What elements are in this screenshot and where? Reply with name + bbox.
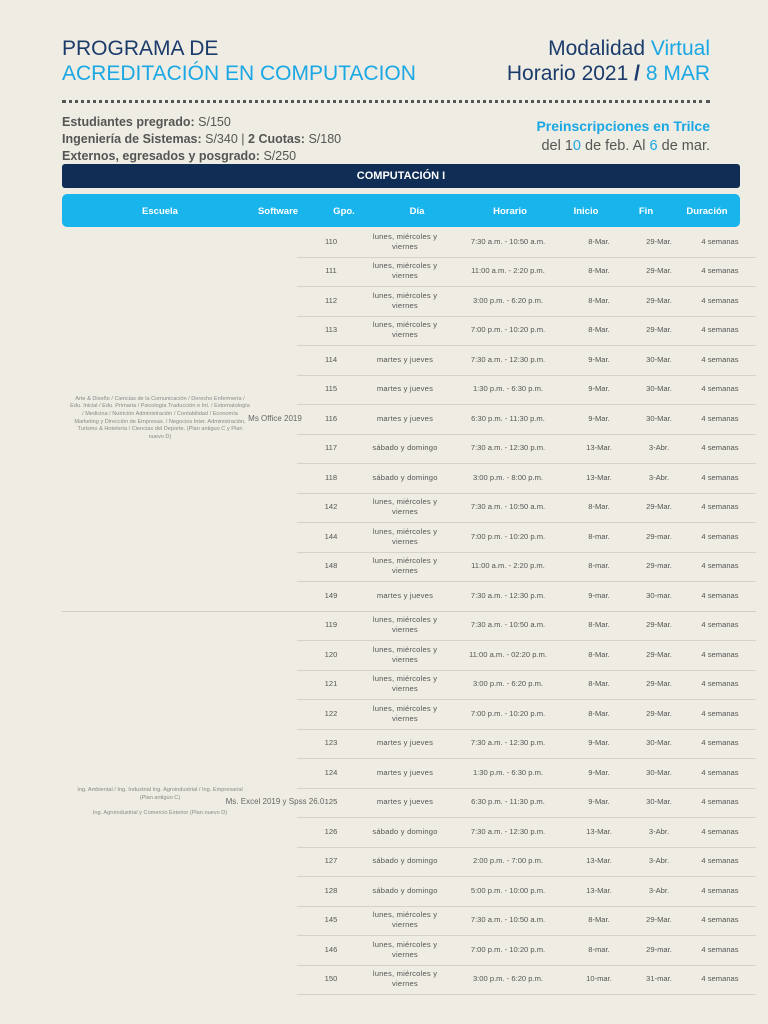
duracion-cell: 4 semanas (701, 708, 739, 718)
dia-cell: lunes, miércoles y viernes (372, 556, 438, 576)
gpo-cell: 118 (324, 472, 338, 482)
duracion-cell: 4 semanas (701, 354, 739, 364)
duracion-cell: 4 semanas (701, 266, 739, 276)
horario-cell: 1:30 p.m. - 6:30 p.m. (472, 384, 544, 394)
dia-cell: lunes, miércoles y viernes (372, 615, 438, 635)
program-title (62, 36, 416, 86)
gpo-cell: 121 (324, 679, 338, 689)
table-row (297, 552, 756, 583)
horario-cell: 7:00 p.m. - 10:20 p.m. (470, 531, 546, 541)
fin-cell: 30-mar. (646, 590, 672, 600)
inicio-cell: 8-Mar. (588, 325, 610, 335)
table-row (297, 463, 756, 494)
duracion-cell: 4 semanas (701, 885, 739, 895)
duracion-cell: 4 semanas (701, 590, 739, 600)
gpo-cell: 146 (324, 944, 338, 954)
dia-cell: martes y jueves (376, 354, 434, 364)
col-fin: Fin (638, 206, 654, 217)
dia-cell: lunes, miércoles y viernes (372, 320, 438, 340)
dia-cell: lunes, miércoles y viernes (372, 644, 438, 664)
table-row (297, 227, 756, 258)
dia-cell: lunes, miércoles y viernes (372, 969, 438, 989)
horario-cell: 6:30 p.m. - 11:30 p.m. (471, 413, 545, 423)
inicio-cell: 13-Mar. (586, 856, 612, 866)
duracion-cell: 4 semanas (701, 443, 739, 453)
duracion-cell: 4 semanas (701, 502, 739, 512)
dia-cell: lunes, miércoles y viernes (372, 910, 438, 930)
table-row (297, 434, 756, 465)
fin-cell: 30-Mar. (646, 413, 672, 423)
fin-cell: 3-Abr. (648, 885, 670, 895)
inicio-cell: 8-Mar. (588, 236, 610, 246)
dia-cell: martes y jueves (376, 797, 434, 807)
duracion-cell: 4 semanas (701, 649, 739, 659)
gpo-cell: 116 (324, 413, 338, 423)
dia-cell: sábado y domingo (372, 826, 438, 836)
horario-cell: 7:30 a.m. - 10:50 a.m. (470, 236, 546, 246)
inicio-cell: 8-Mar. (588, 502, 610, 512)
duracion-cell: 4 semanas (701, 325, 739, 335)
dia-cell: sábado y domingo (372, 443, 438, 453)
table-row (297, 375, 756, 406)
horario-cell: 11:00 a.m. - 02:20 p.m. (469, 649, 547, 659)
gpo-cell: 142 (324, 502, 338, 512)
escuela-cell: Arte & Diseño / Ciencias de la Comunicación / Derecho Enfermería / Edu. Inicial / Edu. Primaria / Psicología Traducción e Int. / Estomatología / Medicina / Nutrición Administración / Contabilidad / Economía Marketing y Dirección de Empresas. / Negocios Inter. Administración, Turismo & Hotelería / Ciencias del Deporte. (Plan antiguo C y Plan nuevo D) (70, 395, 250, 440)
dotted-divider (62, 100, 710, 103)
price-sistemas: Ingeniería de Sistemas: S/340 | 2 Cuotas: S/180 (62, 132, 342, 146)
inicio-cell: 9-Mar. (588, 413, 610, 423)
duracion-cell: 4 semanas (701, 826, 739, 836)
table-section (62, 227, 756, 611)
horario-cell: 2:00 p.m. - 7:00 p.m. (472, 856, 544, 866)
duracion-cell: 4 semanas (701, 384, 739, 394)
price-pregrado: Estudiantes pregrado: S/150 (62, 115, 231, 129)
dia-cell: martes y jueves (376, 384, 434, 394)
inicio-cell: 8-Mar. (588, 295, 610, 305)
dia-cell: lunes, miércoles y viernes (372, 939, 438, 959)
inicio-cell: 8-mar. (588, 531, 610, 541)
start-date: 8 MAR (645, 62, 710, 85)
inicio-cell: 13-Mar. (586, 826, 612, 836)
inicio-cell: 8-Mar. (588, 266, 610, 276)
inicio-cell: 9-Mar. (588, 384, 610, 394)
fin-cell: 29-Mar. (646, 620, 672, 630)
table-header (62, 194, 740, 227)
duracion-cell: 4 semanas (701, 974, 739, 984)
horario-cell: 7:00 p.m. - 10:20 p.m. (470, 325, 546, 335)
fin-cell: 30-Mar. (646, 354, 672, 364)
table-row (297, 522, 756, 553)
inicio-cell: 10-mar. (586, 974, 612, 984)
dia-cell: lunes, miércoles y viernes (372, 674, 438, 694)
inicio-cell: 9-Mar. (588, 354, 610, 364)
gpo-cell: 120 (324, 649, 338, 659)
table-row (297, 316, 756, 347)
duracion-cell: 4 semanas (701, 295, 739, 305)
inicio-cell: 8-Mar. (588, 649, 610, 659)
gpo-cell: 111 (325, 266, 337, 276)
horario-cell: 7:30 a.m. - 12:30 p.m. (470, 590, 546, 600)
gpo-cell: 124 (324, 767, 338, 777)
fin-cell: 30-Mar. (646, 384, 672, 394)
fin-cell: 29-Mar. (646, 649, 672, 659)
inicio-cell: 8-Mar. (588, 915, 610, 925)
inicio-cell: 8-Mar. (588, 620, 610, 630)
schedule-label: Horario 2021 (506, 62, 629, 85)
modality-value: Virtual (650, 37, 710, 60)
gpo-cell: 150 (324, 974, 338, 984)
inicio-cell: 13-Mar. (586, 885, 612, 895)
modality-label: Modalidad (548, 37, 645, 60)
table-row (297, 493, 756, 524)
col-escuela: Escuela (142, 206, 178, 217)
fin-cell: 3-Abr. (648, 856, 670, 866)
preinscription-dates: del 10 de feb. Al 6 de mar. (541, 138, 710, 154)
col-duracion: Duración (686, 206, 728, 217)
table-row (297, 729, 756, 760)
gpo-cell: 148 (324, 561, 338, 571)
col-software: Software (257, 206, 299, 217)
modality-info (507, 36, 710, 86)
inicio-cell: 9-Mar. (588, 767, 610, 777)
table-row (297, 906, 756, 937)
preinscription-info (536, 117, 710, 157)
software-cell: Ms Office 2019 (248, 413, 302, 423)
table-row (297, 640, 756, 671)
duracion-cell: 4 semanas (701, 620, 739, 630)
fin-cell: 29-Mar. (646, 915, 672, 925)
inicio-cell: 8-Mar. (588, 708, 610, 718)
inicio-cell: 13-Mar. (586, 472, 612, 482)
duracion-cell: 4 semanas (701, 236, 739, 246)
inicio-cell: 13-Mar. (586, 443, 612, 453)
horario-cell: 7:00 p.m. - 10:20 p.m. (470, 944, 546, 954)
table-row (297, 758, 756, 789)
duracion-cell: 4 semanas (701, 738, 739, 748)
dia-cell: sábado y domingo (372, 472, 438, 482)
fin-cell: 30-Mar. (646, 767, 672, 777)
preinscription-title: Preinscripciones en Trilce (536, 118, 710, 134)
table-row (297, 581, 756, 612)
program-title-line2: ACREDITACIÓN EN COMPUTACION (62, 62, 416, 85)
horario-cell: 1:30 p.m. - 6:30 p.m. (472, 767, 544, 777)
gpo-cell: 113 (324, 325, 338, 335)
inicio-cell: 8-mar. (588, 561, 610, 571)
dia-cell: lunes, miércoles y viernes (372, 526, 438, 546)
horario-cell: 11:00 a.m. - 2:20 p.m. (471, 561, 545, 571)
col-gpo: Gpo. (333, 206, 355, 217)
price-list (62, 114, 341, 165)
gpo-cell: 128 (324, 885, 338, 895)
gpo-cell: 119 (324, 620, 338, 630)
software-cell: Ms. Excel 2019 y Spss 26.0 (225, 797, 325, 807)
course-title-bar: COMPUTACIÓN I (62, 164, 740, 188)
inicio-cell: 9-mar. (588, 590, 610, 600)
table-section (62, 611, 756, 995)
fin-cell: 29-Mar. (646, 266, 672, 276)
duracion-cell: 4 semanas (701, 413, 739, 423)
horario-cell: 7:30 a.m. - 12:30 p.m. (470, 826, 546, 836)
fin-cell: 3-Abr. (648, 472, 670, 482)
gpo-cell: 114 (324, 354, 338, 364)
fin-cell: 30-Mar. (646, 797, 672, 807)
horario-cell: 7:30 a.m. - 12:30 p.m. (470, 443, 546, 453)
duracion-cell: 4 semanas (701, 472, 739, 482)
fin-cell: 29-mar. (646, 944, 672, 954)
dia-cell: lunes, miércoles y viernes (372, 497, 438, 517)
table-row (297, 345, 756, 376)
dia-cell: martes y jueves (376, 590, 434, 600)
col-inicio: Inicio (573, 206, 599, 217)
dia-cell: martes y jueves (376, 413, 434, 423)
horario-cell: 6:30 p.m. - 11:30 p.m. (471, 797, 545, 807)
table-row (297, 286, 756, 317)
gpo-cell: 117 (324, 443, 338, 453)
gpo-cell: 145 (324, 915, 338, 925)
table-row (297, 788, 756, 819)
col-dia: Día (409, 206, 425, 217)
horario-cell: 7:30 a.m. - 10:50 a.m. (470, 620, 546, 630)
fin-cell: 29-mar. (646, 531, 672, 541)
fin-cell: 29-Mar. (646, 708, 672, 718)
horario-cell: 7:30 a.m. - 10:50 a.m. (470, 502, 546, 512)
inicio-cell: 9-Mar. (588, 797, 610, 807)
dia-cell: sábado y domingo (372, 856, 438, 866)
table-row (297, 935, 756, 966)
fin-cell: 29-Mar. (646, 679, 672, 689)
fin-cell: 31-mar. (646, 974, 672, 984)
table-row (297, 699, 756, 730)
gpo-cell: 149 (324, 590, 338, 600)
price-externos: Externos, egresados y posgrado: S/250 (62, 149, 297, 163)
col-horario: Horario (493, 206, 527, 217)
duracion-cell: 4 semanas (701, 531, 739, 541)
horario-cell: 11:00 a.m. - 2:20 p.m. (471, 266, 545, 276)
program-title-line1: PROGRAMA DE (62, 37, 219, 60)
table-row (297, 817, 756, 848)
gpo-cell: 122 (324, 708, 338, 718)
table-row (297, 965, 756, 996)
dia-cell: sábado y domingo (372, 885, 438, 895)
dia-cell: martes y jueves (376, 767, 434, 777)
horario-cell: 3:00 p.m. - 6:20 p.m. (472, 974, 544, 984)
gpo-cell: 144 (324, 531, 338, 541)
dia-cell: lunes, miércoles y viernes (372, 703, 438, 723)
gpo-cell: 112 (324, 295, 338, 305)
fin-cell: 29-mar. (646, 561, 672, 571)
fin-cell: 3-Abr. (648, 443, 670, 453)
inicio-cell: 9-Mar. (588, 738, 610, 748)
duracion-cell: 4 semanas (701, 679, 739, 689)
fin-cell: 29-Mar. (646, 295, 672, 305)
duracion-cell: 4 semanas (701, 797, 739, 807)
inicio-cell: 8-mar. (588, 944, 610, 954)
duracion-cell: 4 semanas (701, 856, 739, 866)
table-row (297, 257, 756, 288)
dia-cell: lunes, miércoles y viernes (372, 231, 438, 251)
schedule-line (507, 61, 710, 86)
fin-cell: 29-Mar. (646, 236, 672, 246)
horario-cell: 3:00 p.m. - 6:20 p.m. (472, 679, 544, 689)
horario-cell: 3:00 p.m. - 8:00 p.m. (472, 472, 544, 482)
fin-cell: 30-Mar. (646, 738, 672, 748)
gpo-cell: 127 (324, 856, 338, 866)
dia-cell: lunes, miércoles y viernes (372, 290, 438, 310)
duracion-cell: 4 semanas (701, 767, 739, 777)
duracion-cell: 4 semanas (701, 944, 739, 954)
table-row (297, 670, 756, 701)
horario-cell: 5:00 p.m. - 10:00 p.m. (470, 885, 546, 895)
horario-cell: 7:30 a.m. - 12:30 p.m. (470, 354, 546, 364)
inicio-cell: 8-Mar. (588, 679, 610, 689)
gpo-cell: 123 (324, 738, 338, 748)
escuela-cell: Ing. Ambiental / Ing. Industrial Ing. Agroindustrial / Ing. Empresarial (Plan antiguo C) Ing. Agroindustrial y Comercio Exterior (Plan nuevo D) (77, 787, 243, 817)
dia-cell: lunes, miércoles y viernes (372, 261, 438, 281)
gpo-cell: 126 (324, 826, 338, 836)
gpo-cell: 125 (324, 797, 338, 807)
duracion-cell: 4 semanas (701, 915, 739, 925)
schedule-slash: / (634, 62, 640, 85)
horario-cell: 7:30 a.m. - 10:50 a.m. (470, 915, 546, 925)
gpo-cell: 110 (324, 236, 338, 246)
fin-cell: 3-Abr. (648, 826, 670, 836)
horario-cell: 7:00 p.m. - 10:20 p.m. (470, 708, 546, 718)
table-row (297, 876, 756, 907)
fin-cell: 29-Mar. (646, 325, 672, 335)
modality-line (507, 36, 710, 61)
table-row (297, 611, 756, 642)
gpo-cell: 115 (324, 384, 338, 394)
horario-cell: 7:30 a.m. - 12:30 p.m. (470, 738, 546, 748)
table-row (297, 404, 756, 435)
dia-cell: martes y jueves (376, 738, 434, 748)
horario-cell: 3:00 p.m. - 6:20 p.m. (472, 295, 544, 305)
duracion-cell: 4 semanas (701, 561, 739, 571)
fin-cell: 29-Mar. (646, 502, 672, 512)
table-row (297, 847, 756, 878)
